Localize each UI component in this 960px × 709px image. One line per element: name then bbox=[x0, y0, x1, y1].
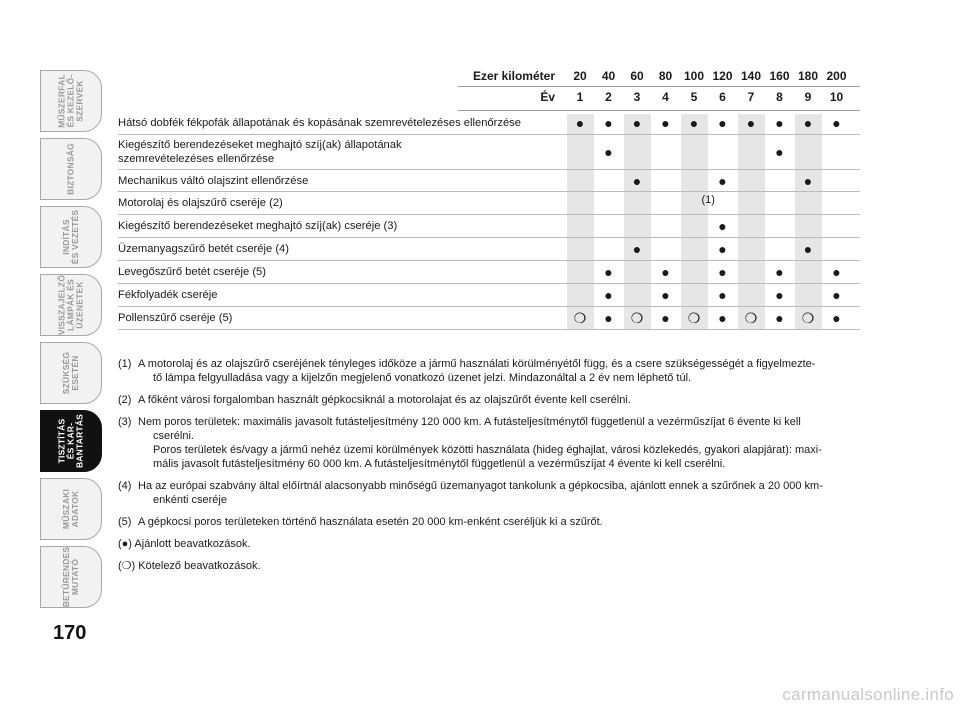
footnote-number: (1) bbox=[118, 358, 132, 370]
recommended-mark: ● bbox=[803, 241, 813, 257]
footnote-number: (2) bbox=[118, 394, 132, 406]
year-header-cell: 5 bbox=[690, 90, 698, 104]
year-header-cell: 8 bbox=[776, 90, 783, 104]
recommended-mark: ● bbox=[689, 114, 699, 131]
year-header-cell: 10 bbox=[829, 90, 844, 104]
tab-label: VISSZAJELZŐ LÁMPÁK ÉS ÜZENETEK bbox=[56, 274, 85, 336]
recommended-mark: ● bbox=[604, 144, 613, 160]
tab-szukseg[interactable] bbox=[40, 342, 102, 404]
year-header-label: Év bbox=[540, 90, 555, 104]
recommended-mark: ● bbox=[604, 264, 613, 280]
recommended-mark: ● bbox=[632, 172, 642, 189]
row-label: Fékfolyadék cseréje bbox=[118, 289, 218, 301]
row-label: Kiegészítő berendezéseket meghajtó szíj(ak) állapotának szemrevételezéses ellenőrzése bbox=[118, 139, 402, 165]
mandatory-mark: ❍ bbox=[744, 310, 758, 326]
recommended-mark: ● bbox=[775, 287, 784, 303]
recommended-mark: ● bbox=[632, 241, 642, 257]
tab-muszerfal[interactable] bbox=[40, 70, 102, 132]
tab-muszaki[interactable] bbox=[40, 478, 102, 540]
footnote bbox=[118, 479, 858, 507]
table-row bbox=[118, 135, 860, 170]
recommended-mark: ● bbox=[604, 287, 613, 303]
tab-visszajelzo[interactable] bbox=[40, 274, 102, 336]
km-header-cell: 40 bbox=[601, 69, 616, 83]
km-header-cell: 140 bbox=[740, 69, 762, 83]
recommended-mark: ● bbox=[718, 287, 727, 303]
tab-label: INDÍTÁS ÉS VEZETÉS bbox=[61, 209, 80, 265]
mandatory-mark: ❍ bbox=[630, 310, 644, 326]
tab-inditas[interactable] bbox=[40, 206, 102, 268]
km-header-cell: 60 bbox=[630, 69, 644, 83]
row-label: Levegőszűrő betét cseréje (5) bbox=[118, 266, 267, 278]
year-header-cell: 3 bbox=[633, 90, 641, 104]
recommended-mark: ● bbox=[661, 287, 670, 303]
footnote-text: Nem poros területek: maximális javasolt futásteljesítmény 120 000 km. A futásteljesítménytől függetlenül a vezérműszíjat 6 évente ki kell bbox=[138, 416, 801, 428]
table-row bbox=[118, 261, 860, 284]
row-label: Üzemanyagszűrő betét cseréje (4) bbox=[118, 243, 289, 255]
footnote-text: A gépkocsi poros területeken történő használata esetén 20 000 km-enként cseréljük ki a szűrőt. bbox=[138, 516, 603, 528]
recommended-mark: ● bbox=[718, 310, 727, 326]
page-number: 170 bbox=[53, 622, 87, 644]
km-header-cell: 160 bbox=[769, 69, 790, 83]
recommended-mark: ● bbox=[632, 114, 642, 131]
footnote-text: A főként városi forgalomban használt gépkocsiknál a motorolajat és az olajszűrőt évente kell cserélni. bbox=[138, 394, 631, 406]
mandatory-mark: ❍ bbox=[573, 310, 587, 326]
recommended-mark: ● bbox=[803, 114, 813, 131]
year-header-cell: 1 bbox=[576, 90, 584, 104]
row-label: Hátsó dobfék fékpofák állapotának és kopásának szemrevételezéses ellenőrzése bbox=[118, 116, 521, 129]
footnote bbox=[118, 515, 858, 529]
year-header-cell: 7 bbox=[747, 90, 755, 104]
recommended-mark: ● bbox=[718, 218, 727, 234]
recommended-mark: ● bbox=[775, 310, 784, 326]
recommended-mark: ● bbox=[718, 241, 727, 257]
year-header-cell: 4 bbox=[662, 90, 669, 104]
row-label: Motorolaj és olajszűrő cseréje (2) bbox=[118, 197, 283, 209]
km-header-label: Ezer kilométer bbox=[472, 69, 555, 83]
footnote-text: Poros területek és/vagy a jármű nehéz üzemi körülmények közötti használata (hideg éghajlat, városi közlekedés, gyakori alapjárat): maxi- bbox=[153, 444, 822, 456]
recommended-mark: ● bbox=[604, 310, 613, 326]
year-header-cell: 2 bbox=[605, 90, 612, 104]
recommended-mark: ● bbox=[718, 172, 727, 189]
year-header-row bbox=[118, 87, 860, 111]
mandatory-mark: ❍ bbox=[801, 310, 815, 326]
watermark: carmanualsonline.info bbox=[782, 685, 954, 704]
footnote-text: Ha az európai szabvány által előírtnál alacsonyabb minőségű üzemanyagot tankolunk a gépkocsiba, ajánlott ennek a szűrőnek a 20 000 km- bbox=[138, 480, 823, 492]
footnote-text: mális javasolt futásteljesítmény 60 000 km. A futásteljesítménytől függetlenül a vezérműszíjat 4 évente ki kell cserélni. bbox=[153, 458, 726, 470]
row-label: Mechanikus váltó olajszint ellenőrzése bbox=[118, 174, 309, 187]
legend-recommended: (●) Ajánlott beavatkozások. bbox=[118, 538, 251, 550]
tab-label: BETŰRENDES MUTATÓ bbox=[61, 546, 80, 608]
km-header-cell: 100 bbox=[683, 69, 705, 83]
recommended-mark: ● bbox=[832, 310, 841, 326]
recommended-mark: ● bbox=[832, 287, 841, 303]
footnote-text: enkénti cseréje bbox=[153, 494, 227, 506]
tab-label: MŰSZAKI ADATOK bbox=[61, 488, 80, 530]
footnote-text: tő lámpa felgyulladása vagy a kijelzőn megjelenő vonatkozó üzenet jelzi. Mindazonáltal a 2 év nem léphető túl. bbox=[153, 372, 692, 384]
table-row bbox=[118, 192, 860, 215]
tab-tisztitas[interactable] bbox=[40, 410, 102, 472]
tab-label: BIZTONSÁG bbox=[65, 143, 76, 195]
footnote-number: (5) bbox=[118, 516, 132, 528]
recommended-mark: ● bbox=[746, 114, 756, 131]
table-row bbox=[118, 215, 860, 238]
year-header-cell: 9 bbox=[804, 90, 812, 104]
footnote-text: A motorolaj és az olajszűrő cseréjének tényleges időköze a jármű használati körülményétől függ, és a csere szükségességét a figyelmezte- bbox=[138, 358, 816, 370]
recommended-mark: ● bbox=[832, 264, 841, 280]
km-header-cell: 200 bbox=[826, 69, 847, 83]
km-header-cell: 120 bbox=[712, 69, 733, 83]
tab-label: MŰSZERFAL ÉS KEZELŐ- SZERVEK bbox=[56, 74, 85, 128]
km-header-cell: 180 bbox=[797, 69, 819, 83]
recommended-mark: ● bbox=[775, 114, 784, 131]
tab-label: TISZTÍTÁS ÉS KAR- BANTARTÁS bbox=[56, 413, 85, 469]
row-label: Kiegészítő berendezéseket meghajtó szíj(ak) cseréje (3) bbox=[118, 220, 398, 232]
legend-mandatory: (❍) Kötelező beavatkozások. bbox=[118, 560, 261, 572]
footnote-text: cserélni. bbox=[153, 430, 194, 442]
table-row bbox=[118, 284, 860, 307]
footnote-number: (3) bbox=[118, 416, 132, 428]
footnote bbox=[118, 393, 858, 407]
recommended-mark: ● bbox=[775, 264, 784, 280]
recommended-mark: ● bbox=[575, 114, 585, 131]
recommended-mark: ● bbox=[775, 144, 784, 160]
table-row bbox=[118, 111, 860, 135]
tab-biztonsag[interactable] bbox=[40, 138, 102, 200]
recommended-mark: ● bbox=[604, 114, 613, 131]
recommended-mark: ● bbox=[661, 114, 670, 131]
footnote bbox=[118, 357, 858, 385]
table-row bbox=[118, 238, 860, 261]
table-body bbox=[118, 111, 860, 330]
recommended-mark: ● bbox=[661, 264, 670, 280]
row-note: (1) bbox=[701, 193, 715, 206]
km-header-row bbox=[118, 66, 860, 87]
tab-beturendes[interactable] bbox=[40, 546, 102, 608]
year-header-cell: 6 bbox=[719, 90, 726, 104]
footnotes bbox=[118, 357, 858, 581]
footnote bbox=[118, 415, 858, 471]
table-row bbox=[118, 307, 860, 330]
maintenance-table bbox=[118, 66, 860, 330]
mandatory-mark: ❍ bbox=[687, 310, 701, 326]
km-header-cell: 80 bbox=[658, 69, 673, 83]
row-label: Pollenszűrő cseréje (5) bbox=[118, 312, 233, 324]
table-row bbox=[118, 170, 860, 192]
recommended-mark: ● bbox=[718, 264, 727, 280]
recommended-mark: ● bbox=[832, 114, 841, 131]
km-header-cell: 20 bbox=[573, 69, 587, 83]
footnote-number: (4) bbox=[118, 480, 132, 492]
recommended-mark: ● bbox=[718, 114, 727, 131]
tab-label: SZÜKSÉG ESETÉN bbox=[61, 351, 80, 395]
recommended-mark: ● bbox=[661, 310, 670, 326]
recommended-mark: ● bbox=[803, 172, 813, 189]
